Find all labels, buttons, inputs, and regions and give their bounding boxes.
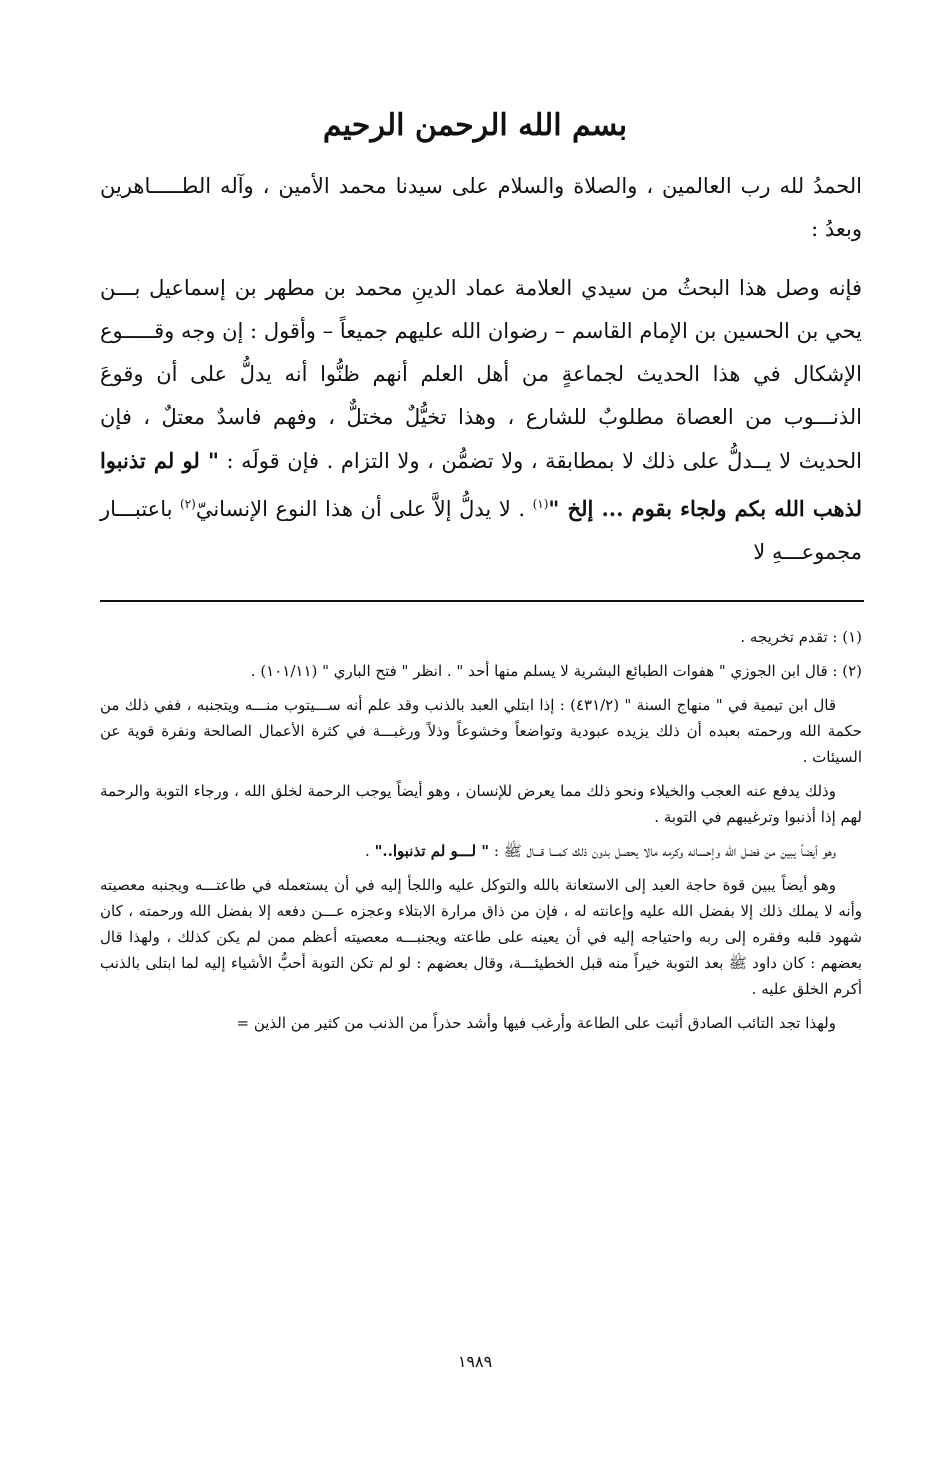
footnote-ref-1[interactable]: (١) (532, 497, 549, 511)
main-text (100, 165, 862, 574)
footnote-2-continued-2 (100, 838, 862, 864)
page-number: ١٩٨٩ (457, 1352, 493, 1371)
main-paragraph (100, 267, 862, 574)
footnotes-section (100, 624, 862, 1044)
main-paragraph-text: فإنه وصل هذا البحثُ من سيدي العلامة عماد الدينِ محمد بن مطهر بن إسماعيل بـــن يحي بن الحسين بن الإمام القاسم – رضوان الله عليهم جميعاً – وأقول : إن وجه وقـــــوع الإشكال في هذا الحديث لجماعةٍ من أهل العلم أنهم ظنُّوا أنه يدلُّ على أن وقوعَ الذنـــوب من العصاة مطلوبٌ للشارع ، وهذا تخيُّلٌ مختلٌّ ، وفهم فاسدٌ معتلٌ ، فإن الحديث لا يــدلُّ على ذلك لا بمطابقة ، ولا تضمُّن ، ولا التزام . فإن قولَه : (100, 276, 862, 473)
footnote-2-continued-4: ولهذا تجد التائب الصادق أثبت على الطاعة وأرغب فيها وأشد حذراً من الذنب من كثير من الذين = (236, 1014, 836, 1032)
footnote-ref-2[interactable]: (٢) (180, 497, 196, 511)
footnote-2-ibn-taymiyya: قال ابن تيمية في " منهاج السنة " (٤٣١/٢) : إذا ابتلي العبد بالذنب وقد علم أنه ســـيتوب منـــه ويتجنبه ، ففي ذلك من حكمة الله ورحمته بعبده أن ذلك يزيده عبودية وتواضعاً وخشوعاً وذلاً ورغبـــة في كثرة الأعمال الصالحة ونفرة قوية عن السيئات . (100, 696, 862, 766)
main-paragraph-continued: . لا يدلُّ إلاَّ على أن هذا النوع الإنسانيّ (195, 497, 526, 521)
footnote-2-continued-1: وذلك يدفع عنه العجب والخيلاء ونحو ذلك مما يعرض للإنسان ، وهو أيضاً يوجب الرحمة لخلق الله ، ورجاء التوبة والرحمة لهم إذا أذنبوا وترغيبهم في التوبة . (100, 782, 862, 826)
main-paragraph-end: باعتبـــار مجموعـــهِ لا (100, 497, 862, 564)
hadith-quote: " لو لم تذنبوا لذهب الله بكم ولجاء بقوم ... إلخ " (100, 448, 862, 521)
footnote-1: (١) : تقدم تخريجه . (740, 628, 862, 646)
footnote-divider (100, 600, 864, 602)
footnote-hadith-quote: " لـــو لم تذنبوا.." (374, 842, 490, 860)
footnote-2-continued-2-text: وهو أيضاً يبين من فضل الله وإحسانه وكرمه مالا يحصل بدون ذلك كمـــا قـــال ﷺ : (493, 842, 836, 860)
footnote-2-continued-2-end: . (365, 842, 370, 860)
footnote-2-continued-3: وهو أيضاً يبين قوة حاجة العبد إلى الاستعانة بالله والتوكل عليه واللجأ إليه في أن يستعمله في طاعتـــه ويجنبه معصيته وأنه لا يملك ذلك إلا بفضل الله عليه وإعانته له ، فإن من ذاق مرارة الابتلاء وعجزه عـــن دفعه إلا بفضل الله ورحمته ، كان شهود قلبه وفقره إلى ربه واحتياجه إليه في أن يعينه على طاعته ويجنبـــه معصيته أعظم ممن لم يكن كذلك ، ولهذا قال بعضهم : كان داود ﷺ بعد التوبة خيراً منه قبل الخطيئـــة، وقال بعضهم : لو لم تكن التوبة أحبُّ الأشياء إليه لما ابتلى بالذنب أكرم الخلق عليه . (100, 876, 862, 998)
basmala-heading: بسم الله الرحمن الرحيم (322, 108, 628, 143)
opening-paragraph: الحمدُ لله رب العالمين ، والصلاة والسلام على سيدنا محمد الأمين ، وآله الطـــــاهرين وبعدُ : (100, 174, 862, 241)
footnote-2: (٢) : قال ابن الجوزي " هفوات الطبائع البشرية لا يسلم منها أحد " . انظر " فتح الباري " (١٠١/١١) . (250, 662, 862, 680)
